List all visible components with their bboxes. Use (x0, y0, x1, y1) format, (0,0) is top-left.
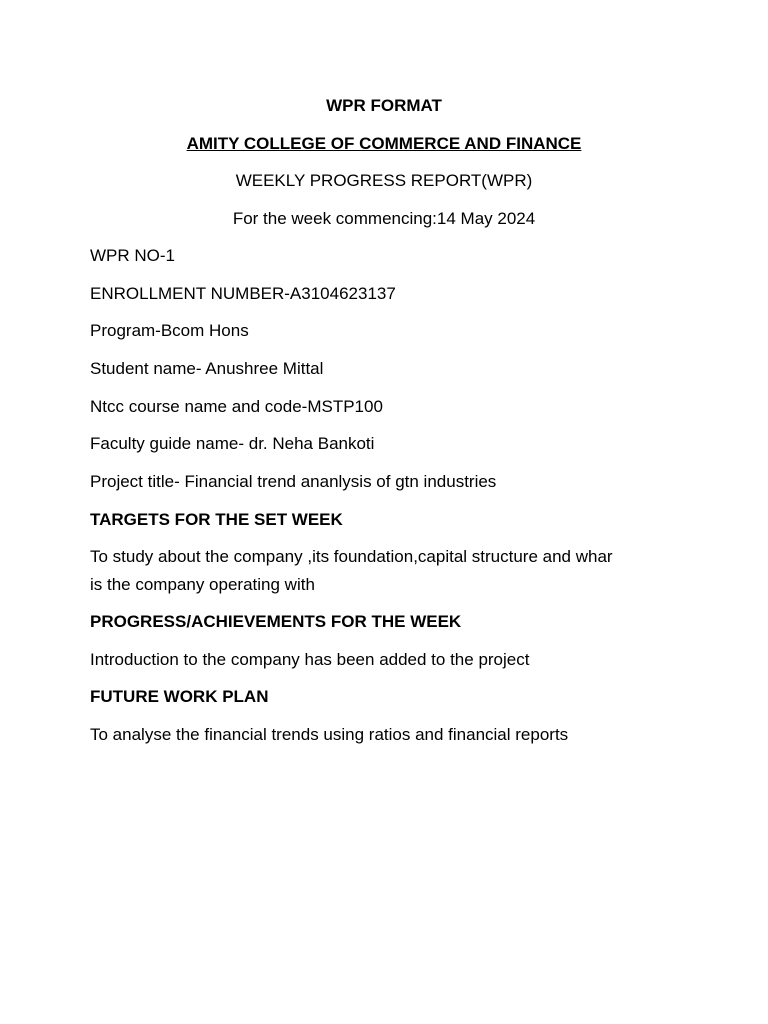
targets-text-line1: To study about the company ,its foundation,capital structure and whar (90, 547, 613, 566)
week-commencing: For the week commencing:14 May 2024 (232, 209, 536, 228)
faculty-guide: Faculty guide name- dr. Neha Bankoti (90, 434, 375, 453)
format-title: WPR FORMAT (326, 96, 442, 115)
progress-heading: PROGRESS/ACHIEVEMENTS FOR THE WEEK (90, 612, 462, 631)
progress-text: Introduction to the company has been added to the project (90, 650, 530, 669)
wpr-number: WPR NO-1 (90, 246, 175, 265)
future-heading: FUTURE WORK PLAN (90, 687, 269, 706)
targets-text-line2: is the company operating with (90, 575, 315, 594)
program: Program-Bcom Hons (90, 321, 249, 340)
targets-heading: TARGETS FOR THE SET WEEK (90, 510, 343, 529)
course-name-code: Ntcc course name and code-MSTP100 (90, 397, 383, 416)
project-title: Project title- Financial trend ananlysis of gtn industries (90, 472, 497, 491)
enrollment-number: ENROLLMENT NUMBER-A3104623137 (90, 284, 396, 303)
report-title: WEEKLY PROGRESS REPORT(WPR) (235, 171, 533, 190)
future-text: To analyse the financial trends using ratios and financial reports (90, 725, 569, 744)
college-name: AMITY COLLEGE OF COMMERCE AND FINANCE (186, 134, 582, 153)
student-name: Student name- Anushree Mittal (90, 359, 324, 378)
